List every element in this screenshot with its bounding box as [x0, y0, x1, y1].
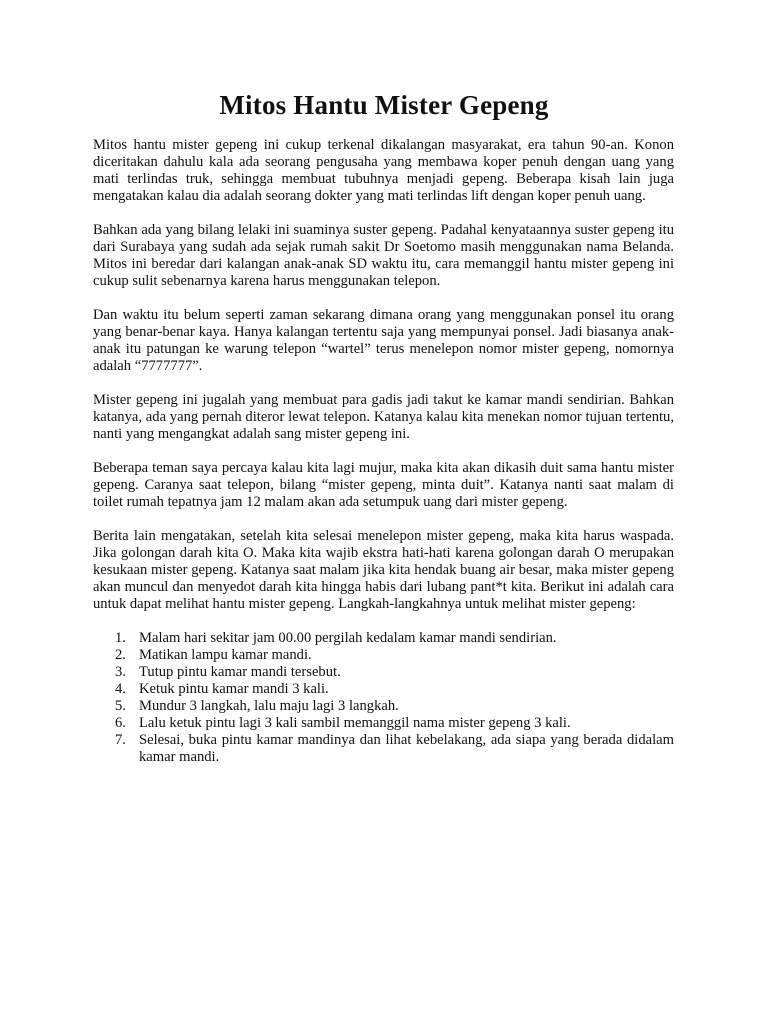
- list-item-number: 6.: [115, 715, 126, 731]
- paragraph: Bahkan ada yang bilang lelaki ini suaminya suster gepeng. Padahal kenyataannya suster gepeng itu dari Surabaya yang sudah ada sejak rumah sakit Dr Soetomo masih menggunakan nama Belanda. Mitos ini beredar dari kalangan anak-anak SD waktu itu, cara memanggil hantu mister gepeng ini cukup sulit sebenarnya karena harus menggunakan telepon.: [93, 222, 674, 289]
- list-item-text: Matikan lampu kamar mandi.: [139, 647, 312, 663]
- steps-list: [93, 630, 674, 766]
- list-item: [93, 647, 674, 664]
- list-item: [93, 681, 674, 698]
- list-item-number: 1.: [115, 630, 126, 646]
- list-item: [93, 732, 674, 766]
- list-item-number: 7.: [115, 732, 126, 748]
- list-item-text: Malam hari sekitar jam 00.00 pergilah kedalam kamar mandi sendirian.: [139, 630, 557, 646]
- list-item: [93, 664, 674, 681]
- page-title: Mitos Hantu Mister Gepeng: [219, 90, 549, 120]
- paragraph: Beberapa teman saya percaya kalau kita lagi mujur, maka kita akan dikasih duit sama hantu mister gepeng. Caranya saat telepon, bilang “mister gepeng, minta duit”. Katanya nanti saat malam di toilet rumah tepatnya jam 12 malam akan ada setumpuk uang dari mister gepeng.: [93, 460, 674, 510]
- paragraph: Dan waktu itu belum seperti zaman sekarang dimana orang yang menggunakan ponsel itu orang yang benar-benar kaya. Hanya kalangan tertentu saja yang mempunyai ponsel. Jadi biasanya anak-anak itu patungan ke warung telepon “wartel” terus menelepon nomor mister gepeng, nomornya adalah “7777777”.: [93, 307, 674, 374]
- paragraph: Mitos hantu mister gepeng ini cukup terkenal dikalangan masyarakat, era tahun 90-an. Konon diceritakan dahulu kala ada seorang pengusaha yang membawa koper penuh dengan uang yang mati terlindas truk, sehingga membuat tubuhnya menjadi gepeng. Beberapa kisah lain juga mengatakan kalau dia adalah seorang dokter yang mati terlindas lift dengan koper penuh uang.: [93, 137, 674, 204]
- paragraph: Berita lain mengatakan, setelah kita selesai menelepon mister gepeng, maka kita harus waspada. Jika golongan darah kita O. Maka kita wajib ekstra hati-hati karena golongan darah O merupakan kesukaan mister gepeng. Katanya saat malam jika kita hendak buang air besar, maka mister gepeng akan muncul dan menyedot darah kita hingga habis dari lubang pant*t kita. Berikut ini adalah cara untuk dapat melihat hantu mister gepeng. Langkah-langkahnya untuk melihat mister gepeng:: [93, 528, 674, 612]
- list-item-text: Selesai, buka pintu kamar mandinya dan lihat kebelakang, ada siapa yang berada didalam kamar mandi.: [139, 732, 674, 765]
- list-item-number: 3.: [115, 664, 126, 680]
- list-item-text: Lalu ketuk pintu lagi 3 kali sambil memanggil nama mister gepeng 3 kali.: [139, 715, 571, 731]
- list-item: [93, 698, 674, 715]
- list-item: [93, 715, 674, 732]
- paragraph: Mister gepeng ini jugalah yang membuat para gadis jadi takut ke kamar mandi sendirian. Bahkan katanya, ada yang pernah diteror lewat telepon. Katanya kalau kita menekan nomor tujuan tertentu, nanti yang mengangkat adalah sang mister gepeng ini.: [93, 392, 674, 442]
- list-item-text: Tutup pintu kamar mandi tersebut.: [139, 664, 341, 680]
- list-item-number: 4.: [115, 681, 126, 697]
- list-item-number: 5.: [115, 698, 126, 714]
- document-body: [93, 137, 674, 766]
- list-item-text: Mundur 3 langkah, lalu maju lagi 3 langkah.: [139, 698, 399, 714]
- list-item-number: 2.: [115, 647, 126, 663]
- list-item-text: Ketuk pintu kamar mandi 3 kali.: [139, 681, 329, 697]
- list-item: [93, 630, 674, 647]
